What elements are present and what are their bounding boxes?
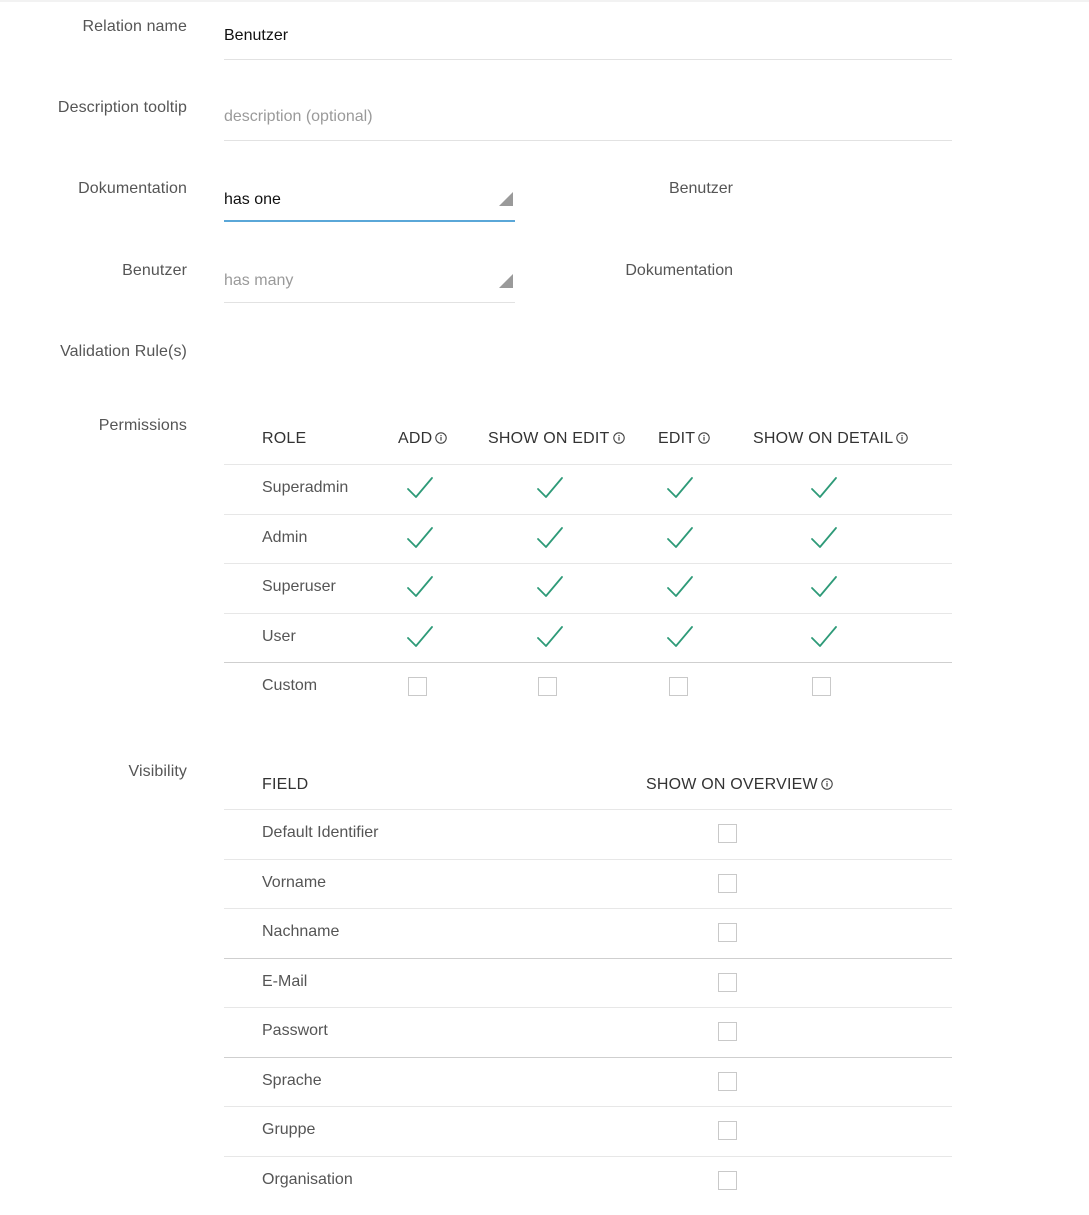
- checkmark-icon[interactable]: [405, 475, 435, 501]
- checkmark-icon[interactable]: [535, 475, 565, 501]
- role-label: User: [262, 627, 296, 645]
- info-circle-icon[interactable]: [896, 432, 908, 444]
- checkmark-icon[interactable]: [665, 475, 695, 501]
- visibility-row: [224, 1106, 952, 1156]
- info-circle-icon[interactable]: [435, 432, 447, 444]
- permission-row-custom: [224, 662, 952, 712]
- visibility-label: Visibility: [128, 763, 187, 780]
- checkmark-icon[interactable]: [665, 574, 695, 600]
- checkmark-icon[interactable]: [809, 624, 839, 650]
- info-circle-icon[interactable]: [613, 432, 625, 444]
- field-label: E-Mail: [262, 972, 308, 990]
- checkmark-icon[interactable]: [665, 525, 695, 551]
- dokumentation-target-label: Benutzer: [668, 180, 733, 197]
- permissions-header-edit: EDIT: [658, 430, 710, 448]
- relation-name-label: Relation name: [82, 18, 187, 35]
- show-on-overview-checkbox[interactable]: [718, 824, 737, 843]
- checkmark-icon[interactable]: [665, 624, 695, 650]
- show-on-overview-checkbox[interactable]: [718, 874, 737, 893]
- role-label: Superadmin: [262, 479, 349, 496]
- show-on-overview-checkbox[interactable]: [718, 1121, 737, 1140]
- permission-checkbox-show-on-detail[interactable]: [812, 677, 831, 696]
- dropdown-triangle-icon: [499, 274, 513, 288]
- permission-row-superadmin: [224, 464, 952, 514]
- benutzer-relation-value: has many: [224, 272, 294, 289]
- dropdown-triangle-icon: [499, 192, 513, 206]
- permissions-header-add: ADD: [398, 430, 447, 448]
- permission-row-admin: [224, 514, 952, 564]
- visibility-header-show-on-overview: SHOW ON OVERVIEW: [646, 776, 833, 794]
- visibility-header-field: FIELD: [262, 776, 309, 793]
- permissions-table: [224, 414, 952, 712]
- visibility-row: [224, 809, 952, 859]
- dokumentation-relation-value: has one: [224, 191, 281, 208]
- checkmark-icon[interactable]: [535, 574, 565, 600]
- permission-checkbox-edit[interactable]: [669, 677, 688, 696]
- validation-rules-label: Validation Rule(s): [60, 343, 187, 360]
- field-label: Sprache: [262, 1071, 322, 1089]
- show-on-overview-checkbox[interactable]: [718, 923, 737, 942]
- field-label: Organisation: [262, 1170, 353, 1188]
- relation-name-input[interactable]: [224, 27, 952, 45]
- role-label: Superuser: [262, 578, 336, 595]
- checkmark-icon[interactable]: [809, 525, 839, 551]
- checkmark-icon[interactable]: [809, 574, 839, 600]
- dokumentation-label: Dokumentation: [78, 180, 187, 197]
- visibility-row: [224, 1156, 952, 1206]
- visibility-row: [224, 859, 952, 909]
- field-label: Vorname: [262, 873, 327, 891]
- permission-row-user: [224, 613, 952, 663]
- permissions-label: Permissions: [98, 417, 187, 434]
- permissions-header-show-on-edit: SHOW ON EDIT: [488, 430, 625, 448]
- benutzer-target-label: Dokumentation: [625, 262, 733, 279]
- dokumentation-relation-select[interactable]: [224, 186, 515, 222]
- checkmark-icon[interactable]: [535, 525, 565, 551]
- visibility-row: [224, 1057, 952, 1107]
- show-on-overview-checkbox[interactable]: [718, 1072, 737, 1091]
- checkmark-icon[interactable]: [405, 574, 435, 600]
- field-label: Default Identifier: [262, 824, 379, 841]
- visibility-row: [224, 958, 952, 1008]
- role-label: Custom: [262, 677, 318, 694]
- checkmark-icon[interactable]: [535, 624, 565, 650]
- permission-checkbox-add[interactable]: [408, 677, 427, 696]
- info-circle-icon[interactable]: [821, 778, 833, 790]
- show-on-overview-checkbox[interactable]: [718, 1171, 737, 1190]
- permissions-header-role: ROLE: [262, 430, 307, 447]
- benutzer-relation-select[interactable]: [224, 267, 515, 303]
- field-label: Passwort: [262, 1022, 328, 1039]
- permissions-header-show-on-detail: SHOW ON DETAIL: [753, 430, 908, 448]
- visibility-table: [224, 760, 952, 1205]
- permission-row-superuser: [224, 563, 952, 613]
- info-circle-icon[interactable]: [698, 432, 710, 444]
- checkmark-icon[interactable]: [405, 525, 435, 551]
- show-on-overview-checkbox[interactable]: [718, 973, 737, 992]
- visibility-row: [224, 1007, 952, 1057]
- top-divider: [0, 0, 1089, 2]
- role-label: Admin: [262, 528, 308, 546]
- permission-checkbox-show-on-edit[interactable]: [538, 677, 557, 696]
- relation-name-field[interactable]: [224, 27, 952, 60]
- checkmark-icon[interactable]: [405, 624, 435, 650]
- description-tooltip-label: Description tooltip: [57, 99, 187, 116]
- checkmark-icon[interactable]: [809, 475, 839, 501]
- visibility-row: [224, 908, 952, 958]
- description-field[interactable]: [224, 108, 952, 141]
- show-on-overview-checkbox[interactable]: [718, 1022, 737, 1041]
- field-label: Gruppe: [262, 1121, 316, 1138]
- field-label: Nachname: [262, 923, 340, 940]
- benutzer-label: Benutzer: [122, 262, 187, 279]
- description-input[interactable]: [224, 108, 952, 126]
